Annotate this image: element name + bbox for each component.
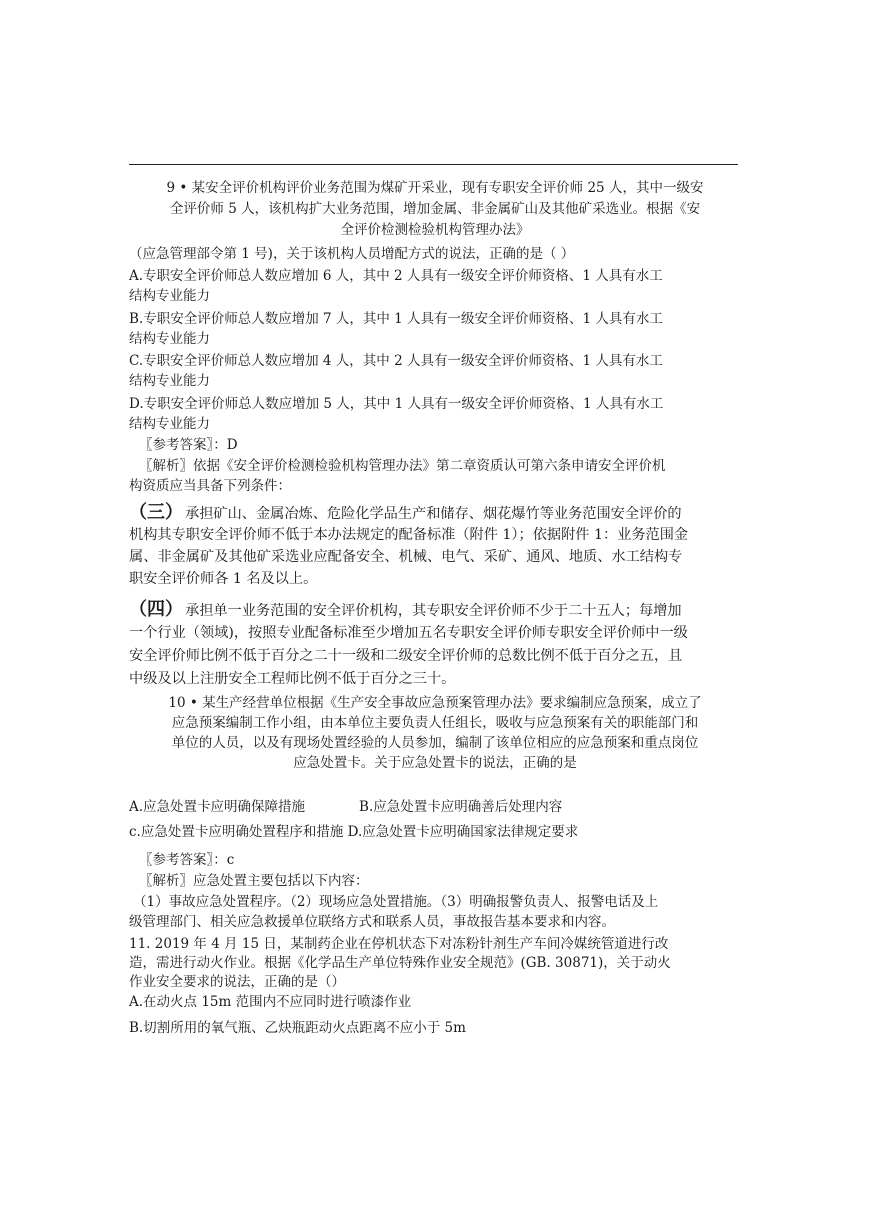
item4-text: 承担单一业务范围的安全评价机构，其专职安全评价师不少于二十五人；每增加 (185, 603, 682, 619)
q9-option-c-cont: 结构专业能力 (129, 373, 210, 389)
q9-item4-line-2: 一个行业（领域)，按照专业配备标准至少增加五名专职安全评价师专职安全评价师中一级 (129, 625, 688, 641)
q9-stem-line-2: 全评价师 5 人，该机构扩大业务范围，增加金属、非金属矿山及其他矿采选业。根据《安 (169, 201, 701, 217)
q10-options-row-1: A.应急处置卡应明确保障措施 B.应急处置卡应明确善后处理内容 (129, 799, 563, 815)
q9-item4-line-4: 中级及以上注册安全工程师比例不低于百分之三十。 (129, 671, 456, 687)
q11-stem-line-2: 造，需进行动火作业。根据《化学品生产单位特殊作业安全规范》(GB. 30871)，关于动火 (129, 955, 671, 971)
item3-marker: （三） (129, 502, 183, 523)
q11-stem-line-3: 作业安全要求的说法，正确的是（） (129, 974, 345, 990)
q9-option-c: C.专职安全评价师总人数应增加 4 人，其中 2 人具有一级安全评价师资格、1 人具有水工 (129, 353, 663, 369)
q9-option-a: A.专职安全评价师总人数应增加 6 人，其中 2 人具有一级安全评价师资格、1 人具有水工 (129, 268, 663, 284)
q10-analysis-line-3: 级管理部门、相关应急救援单位联络方式和联系人员，事故报告基本要求和内容。 (129, 914, 615, 930)
q9-option-d-cont: 结构专业能力 (129, 416, 210, 432)
q11-option-a: A.在动火点 15m 范围内不应同时进行喷漆作业 (129, 994, 412, 1010)
q11-stem-line-1: 11. 2019 年 4 月 15 日，某制药企业在停机状态下对冻粉针剂生产车间冷媒统管道进行改 (129, 936, 669, 952)
header-rule (129, 164, 738, 165)
q10-stem-line-2: 应急预案编制工作小组，由本单位主要负责人任组长，吸收与应急预案有关的职能部门和 (171, 715, 699, 731)
q9-item4-line-3: 安全评价师比例不低于百分之二十一级和二级安全评价师的总数比例不低于百分之五，且 (129, 648, 683, 664)
q9-option-b: B.专职安全评价师总人数应增加 7 人，其中 1 人具有一级安全评价师资格、1 人具有水工 (129, 311, 663, 327)
q11-option-b: B.切割所用的氧气瓶、乙炔瓶距动火点距离不应小于 5m (129, 1020, 466, 1036)
q10-stem-line-4: 应急处置卡。关于应急处置卡的说法，正确的是 (293, 755, 577, 771)
q9-option-a-cont: 结构专业能力 (129, 288, 210, 304)
q9-answer: 〖参考答案〗：D (139, 437, 238, 453)
q10-analysis-line-1: 〖解析〗应急处置主要包括以下内容： (139, 873, 369, 889)
q9-item4-line-1 (129, 599, 741, 622)
q9-option-d: D.专职安全评价师总人数应增加 5 人，其中 1 人具有一级安全评价师资格、1 人具有水工 (129, 396, 664, 412)
q9-item3-line-2: 机构其专职安全评价师不低于本办法规定的配备标准（附件 1）；依据附件 1：业务范围金 (129, 527, 689, 543)
q9-analysis-line-1: 〖解析〗依据《安全评价检测检验机构管理办法》第二章资质认可第六条申请安全评价机 (139, 458, 666, 474)
q10-stem-line-1: 10 • 某生产经营单位根据《生产安全事故应急预案管理办法》要求编制应急预案，成立了 (168, 695, 702, 711)
q10-analysis-line-2: （1）事故应急处置程序。（2）现场应急处置措施。（3）明确报警负责人、报警电话及上 (133, 894, 659, 910)
item4-marker: （四） (129, 599, 183, 620)
q9-stem-line-1: 9 • 某安全评价机构评价业务范围为煤矿开采业，现有专职安全评价师 25 人，其中一级安 (166, 180, 704, 196)
q9-stem-line-4: （应急管理部令第 1 号)，关于该机构人员增配方式的说法，正确的是（ ） (129, 246, 575, 262)
item3-text: 承担矿山、金属冶炼、危险化学品生产和储存、烟花爆竹等业务范围安全评价的 (185, 506, 682, 522)
q9-stem-line-3: 全评价检测检验机构管理办法》 (340, 222, 530, 238)
q10-answer: 〖参考答案〗：c (139, 852, 235, 868)
q9-item3-line-1 (129, 502, 741, 525)
q9-option-b-cont: 结构专业能力 (129, 331, 210, 347)
q10-stem-line-3: 单位的人员，以及有现场处置经验的人员参加，编制了该单位相应的应急预案和重点岗位 (171, 735, 699, 751)
q9-item3-line-3: 属、非金属矿及其他矿采选业应配备安全、机械、电气、采矿、通风、地质、水工结构专 (129, 549, 683, 565)
q9-analysis-line-2: 构资质应当具备下列条件： (129, 478, 291, 494)
q9-item3-line-4: 职安全评价师各 1 名及以上。 (129, 571, 318, 587)
q10-options-row-2: c.应急处置卡应明确处置程序和措施 D.应急处置卡应明确国家法律规定要求 (129, 824, 579, 840)
